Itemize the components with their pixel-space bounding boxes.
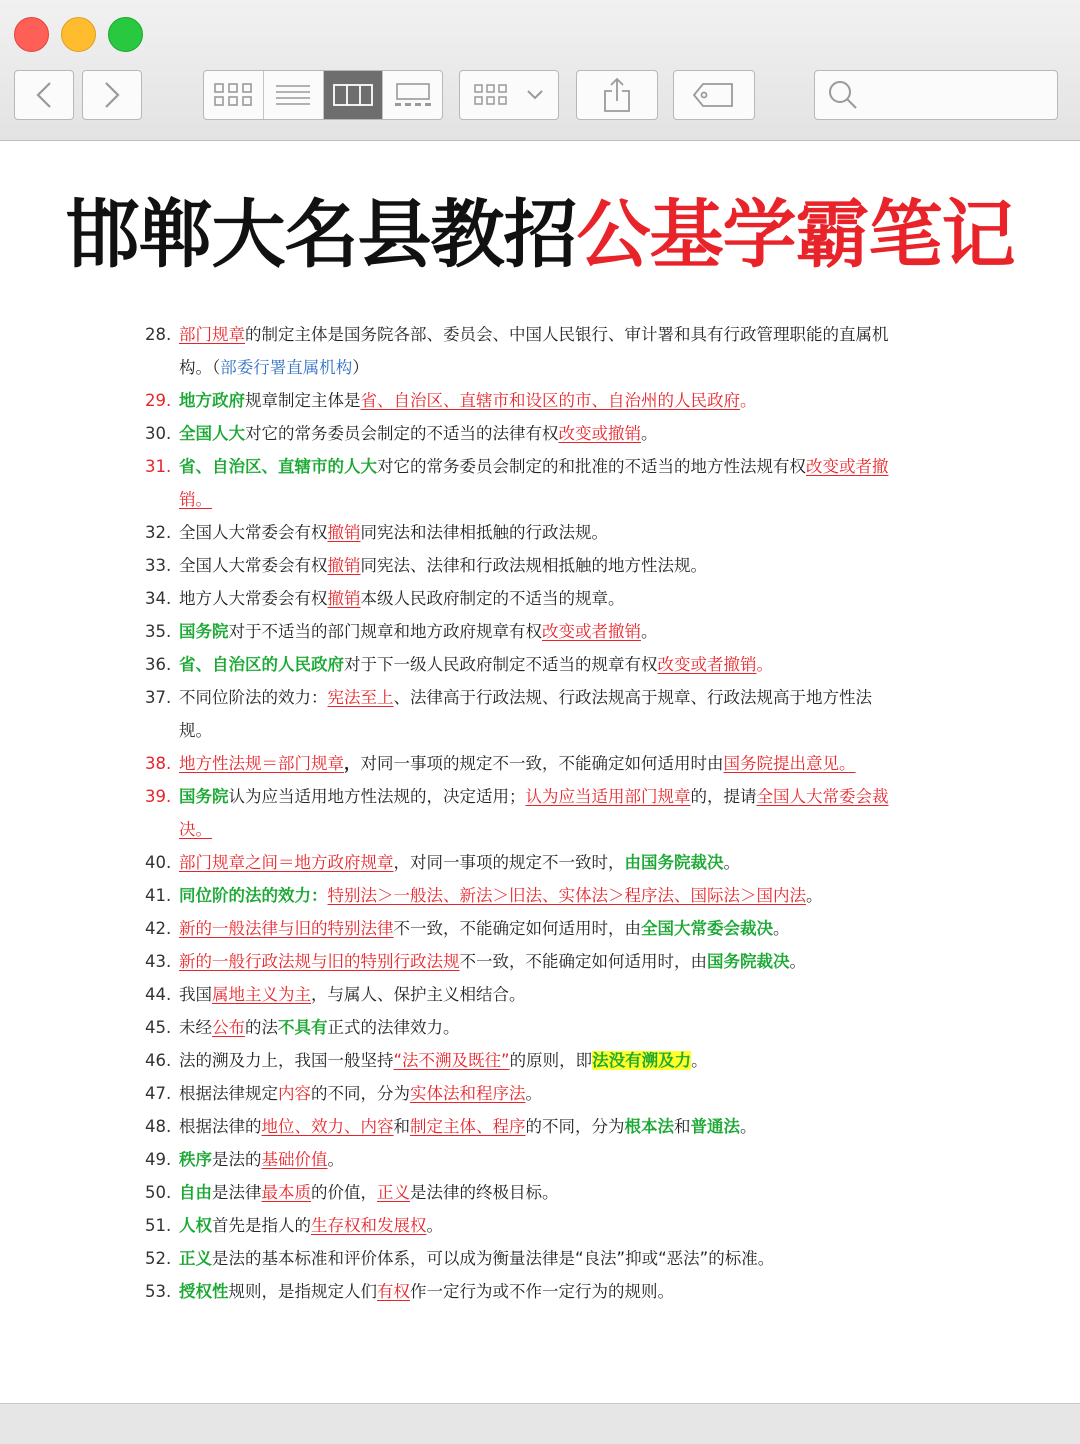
note-item bbox=[0, 978, 889, 1011]
note-item bbox=[0, 1110, 889, 1143]
note-text-segment: 省、自治区的人民政府 bbox=[179, 655, 344, 674]
note-text-segment: 人权 bbox=[179, 1216, 212, 1235]
note-text-segment: 实体法和程序法 bbox=[410, 1084, 526, 1103]
note-number: 51. bbox=[145, 1216, 172, 1235]
note-text-segment: 国务院 bbox=[179, 787, 229, 806]
note-number: 36. bbox=[145, 655, 172, 674]
gallery-view-icon bbox=[393, 82, 433, 108]
note-item bbox=[0, 384, 889, 417]
note-text-segment: 地方人大常委会有权 bbox=[179, 589, 328, 608]
note-text-segment: 地位、效力、内容 bbox=[261, 1117, 394, 1136]
note-text-segment: 正式的法律效力。 bbox=[327, 1018, 460, 1037]
note-text-segment: 不一致，不能确定如何适用时，由 bbox=[393, 919, 641, 938]
note-number: 48. bbox=[145, 1117, 172, 1136]
note-text-segment: 自由 bbox=[179, 1183, 212, 1202]
group-icon bbox=[473, 83, 517, 107]
note-item bbox=[0, 516, 889, 549]
forward-button[interactable] bbox=[82, 70, 142, 120]
note-text-segment: 同位阶的法的效力： bbox=[179, 886, 328, 905]
note-text-segment: 是法律 bbox=[212, 1183, 262, 1202]
note-text-segment: 。 bbox=[641, 622, 658, 641]
note-number: 40. bbox=[145, 853, 172, 872]
note-item bbox=[0, 549, 889, 582]
note-number: 49. bbox=[145, 1150, 172, 1169]
notes-list bbox=[0, 318, 1080, 1308]
note-text-segment: 属地主义为主 bbox=[212, 985, 311, 1004]
back-button[interactable] bbox=[14, 70, 74, 120]
icon-view-button[interactable] bbox=[204, 71, 264, 119]
note-text-segment: 改变或者撤销 bbox=[542, 622, 641, 641]
note-number: 35. bbox=[145, 622, 172, 641]
note-text-segment: 首先是指人的 bbox=[212, 1216, 311, 1235]
note-text-segment: 制定主体、程序 bbox=[410, 1117, 526, 1136]
list-view-button[interactable] bbox=[264, 71, 324, 119]
note-text-segment: 。 bbox=[525, 1084, 542, 1103]
note-text-segment: 是法的 bbox=[212, 1150, 262, 1169]
note-number: 44. bbox=[145, 985, 172, 1004]
note-text-segment: 对于不适当的部门规章和地方政府规章有权 bbox=[228, 622, 542, 641]
note-item bbox=[0, 1011, 889, 1044]
note-item bbox=[0, 747, 889, 780]
note-text-segment: 。 bbox=[723, 853, 740, 872]
title-black: 邯郸大名县教招 bbox=[65, 192, 577, 278]
zoom-window-button[interactable] bbox=[108, 17, 143, 52]
note-text-segment: 有权 bbox=[377, 1282, 410, 1301]
note-text-segment: 未经 bbox=[179, 1018, 212, 1037]
note-text-segment: 部门规章 bbox=[179, 325, 245, 344]
note-text-segment: 特别法＞一般法、新法＞旧法、实体法＞程序法、国际法＞国内法 bbox=[327, 886, 806, 905]
note-text-segment: 由国务院裁决 bbox=[624, 853, 724, 872]
column-view-button[interactable] bbox=[324, 71, 384, 119]
note-number: 38. bbox=[145, 754, 172, 773]
note-text-segment: 规则，是指规定人们 bbox=[228, 1282, 377, 1301]
note-number: 34. bbox=[145, 589, 172, 608]
note-text-segment: ） bbox=[352, 358, 369, 377]
note-text-segment: ， bbox=[344, 754, 361, 773]
note-number: 37. bbox=[145, 688, 172, 707]
note-text-segment: 。 bbox=[327, 1150, 344, 1169]
note-text-segment: 根本法 bbox=[624, 1117, 674, 1136]
note-text-segment: 撤销 bbox=[327, 523, 361, 542]
note-item bbox=[0, 945, 889, 978]
note-item bbox=[0, 879, 889, 912]
note-text-segment: 。 bbox=[641, 424, 658, 443]
note-text-segment: 省、自治区、直辖市和设区的市、自治州的人民政府 bbox=[360, 391, 740, 410]
share-button[interactable] bbox=[576, 70, 658, 120]
note-text-segment: 最本质 bbox=[261, 1183, 311, 1202]
note-text-segment: 的法 bbox=[245, 1018, 278, 1037]
note-item bbox=[0, 780, 889, 846]
browser-toolbar bbox=[0, 0, 1080, 141]
note-number: 45. bbox=[145, 1018, 172, 1037]
note-text-segment: 本级人民政府制定的不适当的规章。 bbox=[360, 589, 625, 608]
tag-icon bbox=[693, 82, 735, 108]
note-text-segment: 是法律的终极目标。 bbox=[410, 1183, 559, 1202]
note-text-segment: 改变或者撤销。 bbox=[179, 457, 889, 509]
note-text-segment: 和 bbox=[393, 1117, 410, 1136]
group-button[interactable] bbox=[459, 70, 559, 120]
note-item bbox=[0, 648, 889, 681]
note-item bbox=[0, 681, 889, 747]
view-mode-control[interactable] bbox=[203, 70, 443, 120]
note-text-segment: “法不溯及既往” bbox=[393, 1051, 510, 1070]
note-item bbox=[0, 1044, 889, 1077]
icon-view-icon bbox=[213, 82, 253, 108]
list-view-icon bbox=[275, 83, 311, 107]
note-text-segment: 的原则，即 bbox=[509, 1051, 593, 1070]
note-text-segment: 国务院 bbox=[179, 622, 229, 641]
close-window-button[interactable] bbox=[14, 17, 49, 52]
note-text-segment: 法的溯及力上，我国一般坚持 bbox=[179, 1051, 394, 1070]
note-text-segment: 我国 bbox=[179, 985, 212, 1004]
note-number: 30. bbox=[145, 424, 172, 443]
note-text-segment: 全国人大常委会有权 bbox=[179, 556, 328, 575]
note-number: 39. bbox=[145, 787, 172, 806]
note-item bbox=[0, 1077, 889, 1110]
note-number: 32. bbox=[145, 523, 172, 542]
note-number: 31. bbox=[145, 457, 172, 476]
note-text-segment: 地方政府 bbox=[179, 391, 245, 410]
note-text-segment: 正义 bbox=[377, 1183, 410, 1202]
note-item bbox=[0, 417, 889, 450]
note-number: 29. bbox=[145, 391, 172, 410]
note-text-segment: 新的一般行政法规与旧的特别行政法规 bbox=[179, 952, 460, 971]
note-text-segment: 授权性 bbox=[179, 1282, 229, 1301]
note-text-segment: 对它的常务委员会制定的和批准的不适当的地方性法规有权 bbox=[377, 457, 806, 476]
note-text-segment: 全国人大 bbox=[179, 424, 245, 443]
note-text-segment: 部门规章之间＝地方政府规章 bbox=[179, 853, 394, 872]
note-item bbox=[0, 450, 889, 516]
note-text-segment: 对它的常务委员会制定的不适当的法律有权 bbox=[245, 424, 559, 443]
note-number: 42. bbox=[145, 919, 172, 938]
note-number: 50. bbox=[145, 1183, 172, 1202]
note-text-segment: 撤销 bbox=[327, 556, 361, 575]
note-text-segment: 新的一般法律与旧的特别法律 bbox=[179, 919, 394, 938]
note-text-segment: ，对同一事项的规定不一致时， bbox=[393, 853, 625, 872]
note-text-segment: 。 bbox=[806, 886, 823, 905]
note-text-segment: 同宪法、法律和行政法规相抵触的地方性法规。 bbox=[360, 556, 707, 575]
note-text-segment: 全国人大常委会有权 bbox=[179, 523, 328, 542]
note-text-segment: 的价值， bbox=[311, 1183, 377, 1202]
note-text-segment: 认为应当适用地方性法规的，决定适用； bbox=[228, 787, 526, 806]
note-item bbox=[0, 1143, 889, 1176]
back-icon bbox=[33, 80, 55, 110]
note-text-segment: 不同位阶法的效力： bbox=[179, 688, 328, 707]
share-icon bbox=[602, 77, 632, 113]
note-text-segment: 、法律高于行政法规、行政法规高于规章、行政法规高于地方性法规。 bbox=[179, 688, 872, 740]
note-item bbox=[0, 582, 889, 615]
note-item bbox=[0, 1209, 889, 1242]
note-text-segment: 省、自治区、直辖市的人大 bbox=[179, 457, 377, 476]
status-bar bbox=[0, 1403, 1080, 1444]
note-text-segment: 作一定行为或不作一定行为的规则。 bbox=[410, 1282, 674, 1301]
note-item bbox=[0, 912, 889, 945]
search-input[interactable] bbox=[814, 70, 1058, 120]
note-number: 46. bbox=[145, 1051, 172, 1070]
note-text-segment: 对于下一级人民政府制定不适当的规章有权 bbox=[344, 655, 658, 674]
note-item bbox=[0, 615, 889, 648]
note-text-segment: 。 bbox=[740, 1117, 757, 1136]
note-text-segment: 秩序 bbox=[179, 1150, 212, 1169]
note-item bbox=[0, 846, 889, 879]
note-text-segment: 普通法 bbox=[690, 1117, 740, 1136]
note-text-segment: 基础价值 bbox=[261, 1150, 328, 1169]
note-text-segment: 生存权和发展权 bbox=[311, 1216, 427, 1235]
gallery-view-button[interactable] bbox=[383, 71, 442, 119]
note-text-segment: 部委行署直属机构 bbox=[220, 358, 353, 377]
note-text-segment: 的不同，分为 bbox=[525, 1117, 625, 1136]
note-text-segment: 国务院提出意见。 bbox=[723, 754, 856, 773]
note-item bbox=[0, 1176, 889, 1209]
note-text-segment: 规章制定主体是 bbox=[245, 391, 361, 410]
note-text-segment: 的，提请 bbox=[690, 787, 757, 806]
note-text-segment: 根据法律的 bbox=[179, 1117, 262, 1136]
note-number: 33. bbox=[145, 556, 172, 575]
note-number: 28. bbox=[145, 325, 172, 344]
note-text-segment: 改变或者撤销 bbox=[657, 655, 757, 674]
minimize-window-button[interactable] bbox=[61, 17, 96, 52]
note-text-segment: 。 bbox=[426, 1216, 443, 1235]
note-text-segment: 的制定主体是国务院各部、委员会、中国人民银行、审计署和具有行政管理职能的直属机构。（ bbox=[179, 325, 889, 377]
note-text-segment: 对同一事项的规定不一致，不能确定如何适用时由 bbox=[360, 754, 724, 773]
note-text-segment: 全国大常委会裁决 bbox=[641, 919, 773, 938]
note-text-segment: 根据法律规定 bbox=[179, 1084, 278, 1103]
note-number: 43. bbox=[145, 952, 172, 971]
note-text-segment: 公布 bbox=[212, 1018, 245, 1037]
note-text-segment: 全国人大常委会裁决。 bbox=[179, 787, 889, 839]
note-text-segment: 国务院裁决 bbox=[707, 952, 790, 971]
note-number: 47. bbox=[145, 1084, 172, 1103]
note-text-segment: 的不同，分为 bbox=[311, 1084, 410, 1103]
page-title bbox=[0, 185, 1080, 285]
note-text-segment: ，与属人、保护主义相结合。 bbox=[311, 985, 526, 1004]
title-red: 公基学霸笔记 bbox=[576, 192, 1015, 278]
search-icon bbox=[827, 79, 859, 111]
note-text-segment: 同宪法和法律相抵触的行政法规。 bbox=[360, 523, 608, 542]
note-item bbox=[0, 1275, 889, 1308]
column-view-icon bbox=[333, 84, 373, 106]
note-text-segment: 改变或撤销 bbox=[558, 424, 641, 443]
note-number: 52. bbox=[145, 1249, 172, 1268]
note-text-segment: 。 bbox=[691, 1051, 708, 1070]
note-text-segment: 认为应当适用部门规章 bbox=[525, 787, 691, 806]
chevron-down-icon bbox=[525, 88, 545, 102]
note-text-segment: 。 bbox=[740, 391, 757, 410]
note-text-segment: 法没有溯及力 bbox=[592, 1051, 692, 1070]
forward-icon bbox=[101, 80, 123, 110]
note-text-segment: 是法的基本标准和评价体系，可以成为衡量法律是“良法”抑或“恶法”的标准。 bbox=[212, 1249, 775, 1268]
note-text-segment: 。 bbox=[756, 655, 773, 674]
note-text-segment: 地方性法规＝部门规章 bbox=[179, 754, 344, 773]
note-item bbox=[0, 318, 889, 384]
note-number: 41. bbox=[145, 886, 172, 905]
note-text-segment: 。 bbox=[789, 952, 806, 971]
note-number: 53. bbox=[145, 1282, 172, 1301]
tag-button[interactable] bbox=[673, 70, 755, 120]
note-text-segment: 撤销 bbox=[327, 589, 361, 608]
note-text-segment: 不具有 bbox=[278, 1018, 328, 1037]
note-text-segment: 正义 bbox=[179, 1249, 212, 1268]
note-text-segment: 。 bbox=[773, 919, 790, 938]
note-text-segment: 宪法至上 bbox=[327, 688, 394, 707]
note-text-segment: 和 bbox=[674, 1117, 691, 1136]
note-item bbox=[0, 1242, 889, 1275]
note-text-segment: 不一致，不能确定如何适用时，由 bbox=[459, 952, 707, 971]
note-text-segment: 内容 bbox=[278, 1084, 311, 1103]
